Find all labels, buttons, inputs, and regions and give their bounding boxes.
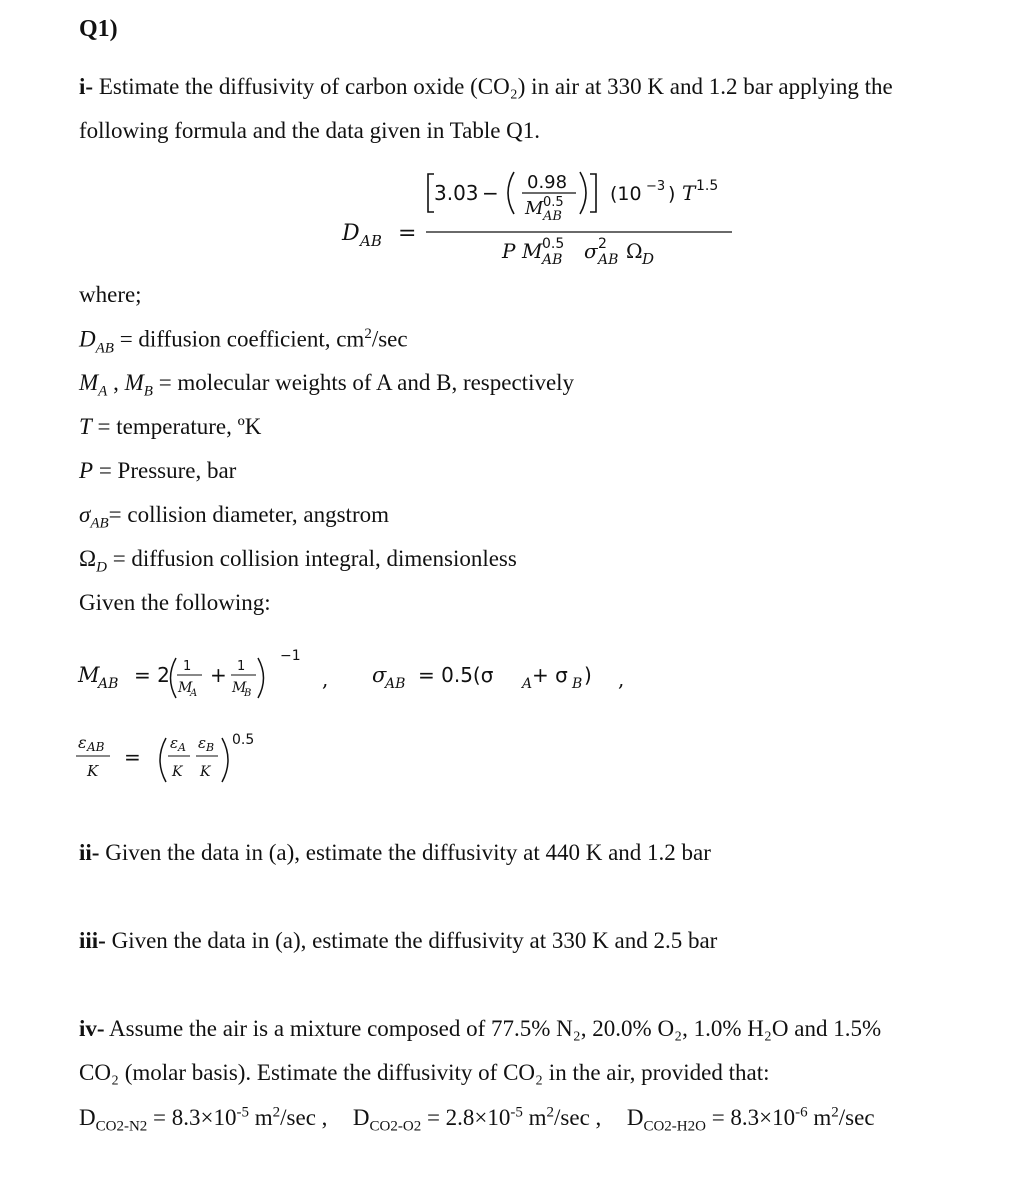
eps-a-den: K: [172, 764, 183, 780]
formula-const: 3.03: [434, 181, 479, 205]
sigma-symbol: σ: [79, 502, 91, 527]
given-formulas-row2: [72, 722, 292, 792]
t-text: = temperature, ºK: [97, 414, 262, 439]
d1-unit: m: [249, 1104, 273, 1130]
mab-ma: M: [178, 680, 193, 696]
mb-symbol: M: [124, 370, 144, 395]
mab-ma-sub: A: [190, 688, 198, 699]
ma-symbol: M: [79, 370, 99, 395]
formula-lhs-sub: AB: [360, 232, 382, 250]
mab-exp: −1: [280, 648, 301, 664]
formula-factor-close: ): [668, 183, 676, 205]
part-iii: [79, 928, 717, 954]
dab-subscript: AB: [95, 340, 114, 357]
definition-dab: [79, 326, 408, 357]
part-iii-text: Given the data in (a), estimate the diffusivity at 330 K and 2.5 bar: [111, 928, 718, 953]
omega-subscript: D: [96, 559, 107, 576]
eps-a-sub: A: [178, 741, 186, 754]
formula-inner-left-paren: [508, 172, 514, 214]
formula-den-m: M: [522, 239, 543, 263]
d2-unit-sup: 2: [546, 1104, 555, 1120]
part-iii-label: iii-: [79, 928, 106, 953]
formula-factor-exp: −3: [646, 179, 666, 194]
eps-b-num: ε: [198, 734, 207, 752]
formula-den-m-sup: 0.5: [542, 236, 565, 252]
formula-lhs: D: [342, 221, 360, 246]
mab-mb-sub: B: [244, 688, 252, 699]
mab-lhs-sub: AB: [98, 676, 119, 692]
mab-left-paren: [171, 658, 177, 698]
definition-omega: [79, 546, 517, 577]
eps-b-den: K: [200, 764, 211, 780]
eps-left-paren: [160, 738, 166, 782]
sigma-text: = collision diameter, angstrom: [108, 502, 389, 527]
formula-den-sigma: σ: [584, 239, 598, 263]
sigma-subscript: AB: [90, 515, 109, 532]
ma-subscript: A: [98, 383, 108, 400]
formula-den-omega: Ω: [626, 239, 643, 263]
d1-exp: -5: [236, 1104, 249, 1120]
part-ii-text: Given the data in (a), estimate the diffusivity at 440 K and 1.2 bar: [105, 840, 711, 865]
part-i-line2: following formula and the data given in Table Q1.: [79, 118, 541, 143]
p-text: = Pressure, bar: [98, 458, 237, 483]
eps-eq: =: [124, 745, 141, 769]
mb-subscript: B: [143, 383, 153, 400]
dab-sup: 2: [364, 326, 372, 342]
eps-a-num: ε: [170, 734, 179, 752]
sab-sb-sub: B: [572, 676, 583, 692]
m-text: = molecular weights of A and B, respectively: [158, 370, 575, 395]
d3-unit: m: [807, 1104, 832, 1130]
formula-temp-exp: 1.5: [696, 178, 719, 194]
formula-right-bracket: [590, 174, 596, 212]
dab-unit: /sec: [371, 326, 408, 352]
mab-eq: = 2: [134, 663, 170, 687]
formula-minus: −: [482, 181, 499, 205]
d3-exp: -6: [795, 1104, 808, 1120]
eps-ab-num-sub: AB: [87, 740, 105, 754]
definition-sigma: [79, 502, 389, 533]
d1-unit-sup: 2: [272, 1104, 281, 1120]
part-iv-line1: [79, 1016, 881, 1042]
formula-den-m-sub: AB: [542, 252, 563, 268]
omega-symbol: Ω: [79, 546, 97, 571]
part-ii: [79, 840, 711, 866]
d1: [79, 1104, 328, 1135]
part-iv-line2: CO₂ (molar basis). Estimate the diffusivity of CO₂ in the air, provided that:: [79, 1060, 770, 1085]
omega-text: = diffusion collision integral, dimensionless: [112, 546, 517, 571]
sab-comma: ,: [618, 667, 625, 691]
dab-symbol: D: [79, 326, 96, 352]
definition-temperature: [79, 414, 261, 440]
diffusivity-formula: [330, 160, 750, 270]
mab-mb: M: [232, 680, 247, 696]
mab-one-a: 1: [183, 659, 192, 674]
d2-unit: m: [522, 1104, 547, 1130]
d3-sub: CO2-H2O: [643, 1118, 706, 1135]
given-formulas-row1: [72, 640, 652, 710]
sab-sa-sub: A: [522, 676, 533, 692]
mab-comma: ,: [322, 667, 329, 691]
question-heading: Q1): [79, 16, 118, 42]
formula-inner-den: M: [525, 198, 544, 219]
formula-factor: (10: [610, 183, 642, 205]
formula-equals: =: [398, 221, 417, 246]
d1-unit-end: /sec ,: [280, 1104, 328, 1130]
part-i-line1: [79, 74, 893, 100]
definition-masses: [79, 370, 574, 401]
sab-lhs-sub: AB: [385, 676, 406, 692]
formula-temp: T: [682, 181, 696, 205]
d2-value: = 2.8×10: [421, 1104, 511, 1130]
mab-right-paren: [258, 658, 264, 698]
eps-ab-num: ε: [78, 733, 87, 752]
d3: [626, 1104, 875, 1135]
sab-rhs: = 0.5(σ: [418, 663, 494, 687]
t-symbol: T: [79, 414, 92, 439]
d3-unit-sup: 2: [831, 1104, 839, 1120]
eps-right-paren: [222, 738, 228, 782]
eps-exp: 0.5: [232, 732, 255, 748]
mab-plus: +: [210, 663, 227, 687]
eps-ab-den: K: [87, 762, 99, 780]
where-label: where;: [79, 282, 142, 307]
d3-value: = 8.3×10: [705, 1104, 796, 1130]
p-symbol: P: [79, 458, 94, 483]
eps-b-sub: B: [206, 741, 215, 754]
d2-exp: -5: [510, 1104, 523, 1120]
formula-inner-den-sup: 0.5: [543, 195, 564, 210]
sab-close: ): [584, 663, 592, 687]
m-separator: ,: [107, 370, 125, 395]
dab-text: = diffusion coefficient, cm: [119, 326, 365, 352]
part-iv-label: iv-: [79, 1016, 105, 1041]
part-ii-label: ii-: [79, 840, 100, 865]
sab-plus: + σ: [532, 663, 568, 687]
definition-pressure: [79, 458, 236, 484]
mab-lhs: M: [78, 663, 100, 687]
part-iv-text-1: Assume the air is a mixture composed of 77.5% N₂, 20.0% O₂, 1.0% H₂O and 1.5%: [109, 1016, 882, 1041]
part-i-label: i-: [79, 74, 94, 99]
mab-one-b: 1: [237, 659, 246, 674]
d1-sub: CO2-N2: [95, 1118, 148, 1135]
d2-sub: CO2-O2: [369, 1118, 422, 1135]
formula-den-omega-sub: D: [642, 250, 655, 268]
d3-symbol: D: [626, 1104, 644, 1130]
d2-unit-end: /sec ,: [554, 1104, 602, 1130]
formula-inner-num: 0.98: [527, 172, 568, 193]
formula-inner-right-paren: [580, 172, 586, 214]
part-iv-diffusivities: [79, 1104, 875, 1135]
d2-symbol: D: [352, 1104, 370, 1130]
d1-symbol: D: [79, 1104, 96, 1130]
d1-value: = 8.3×10: [147, 1104, 237, 1130]
sab-lhs: σ: [372, 663, 387, 687]
formula-den-p: P: [502, 239, 516, 263]
given-label: Given the following:: [79, 590, 271, 615]
formula-den-sigma-sub: AB: [598, 252, 619, 268]
formula-den-sigma-sup: 2: [598, 236, 607, 252]
d2: [352, 1104, 602, 1135]
formula-inner-den-sub: AB: [543, 209, 562, 224]
part-i-text-1: Estimate the diffusivity of carbon oxide (CO₂) in air at 330 K and 1.2 bar applying the: [98, 74, 893, 99]
d3-unit-end: /sec: [838, 1104, 875, 1130]
